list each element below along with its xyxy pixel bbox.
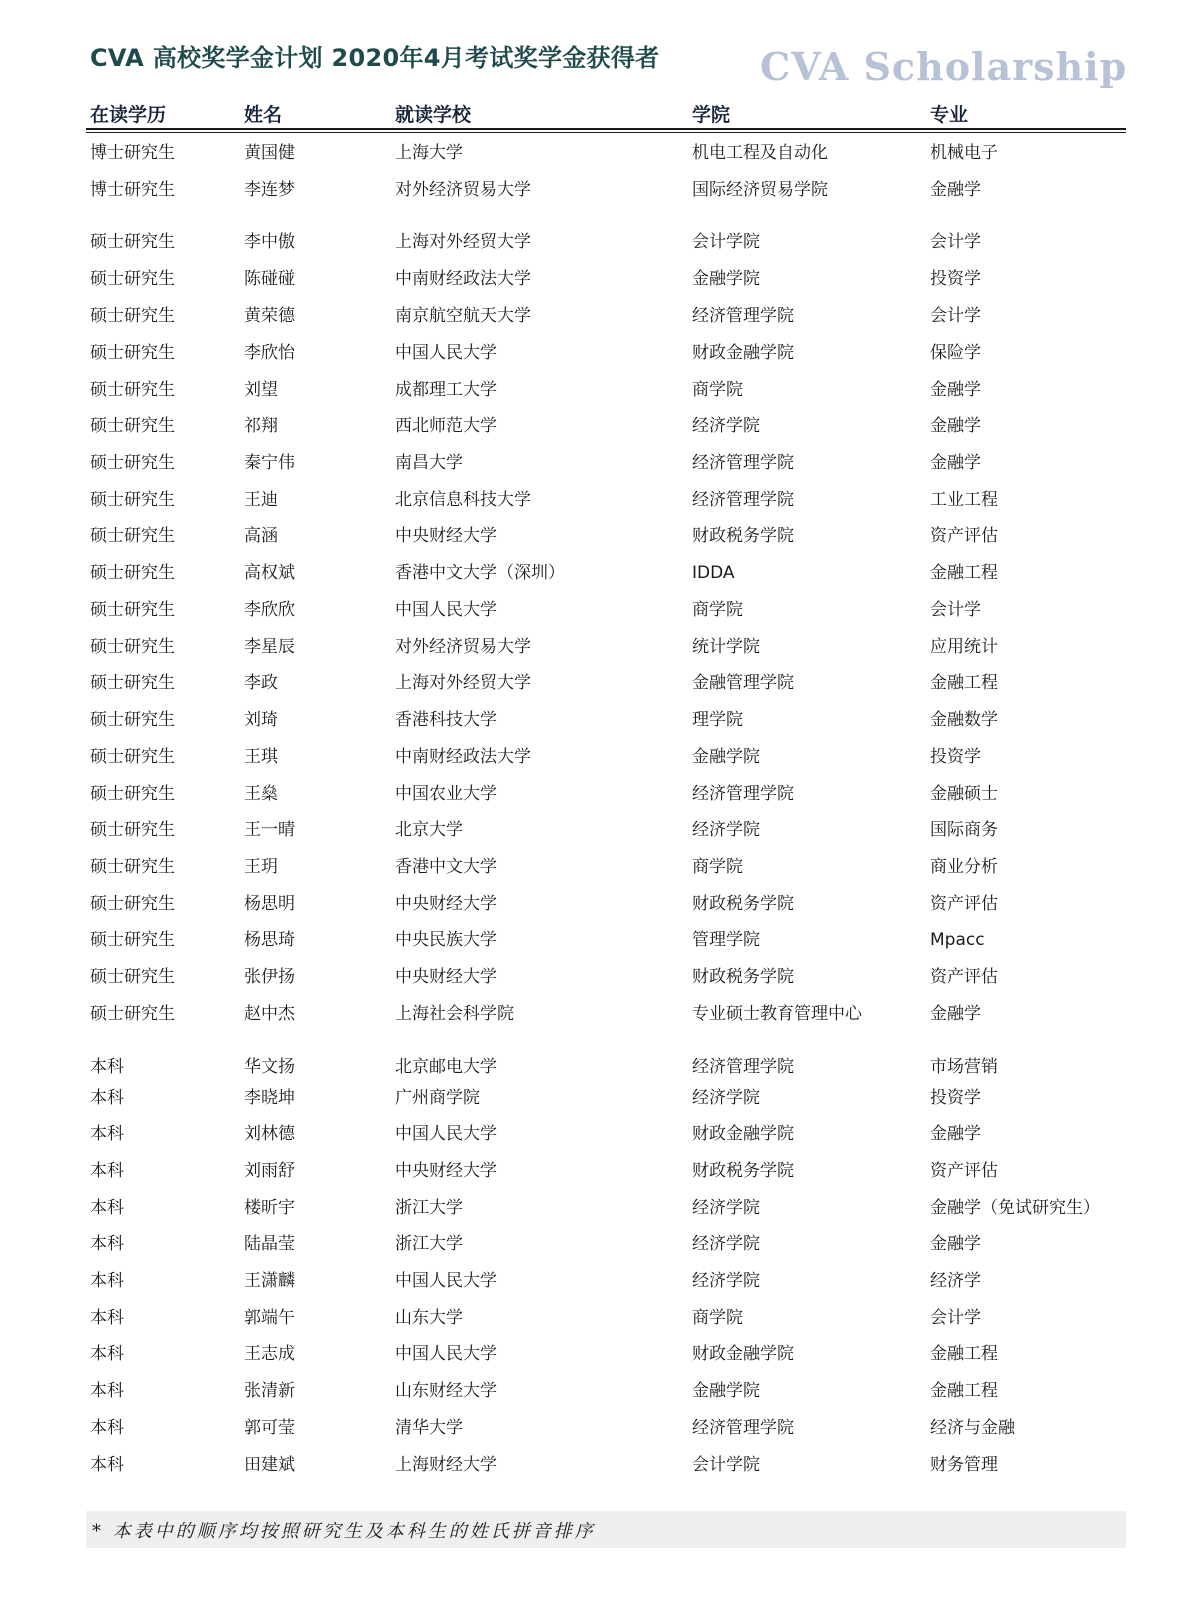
cell-college: 国际经济贸易学院 bbox=[692, 180, 828, 200]
cell-school: 浙江大学 bbox=[395, 1198, 463, 1218]
cell-college: 会计学院 bbox=[692, 232, 760, 252]
cell-school: 中央财经大学 bbox=[395, 894, 497, 914]
cell-major: 金融学 bbox=[930, 416, 981, 436]
cell-college: 机电工程及自动化 bbox=[692, 143, 828, 163]
cell-college: 经济学院 bbox=[692, 1198, 760, 1218]
cell-degree: 硕士研究生 bbox=[90, 600, 175, 620]
cell-name: 王玥 bbox=[244, 857, 278, 877]
table-row bbox=[0, 1159, 1184, 1187]
cell-name: 王一晴 bbox=[244, 820, 295, 840]
cell-school: 成都理工大学 bbox=[395, 380, 497, 400]
cell-degree: 硕士研究生 bbox=[90, 563, 175, 583]
cell-name: 楼昕宇 bbox=[244, 1198, 295, 1218]
cell-major: 会计学 bbox=[930, 1308, 981, 1328]
table-row bbox=[0, 1055, 1184, 1083]
cell-degree: 硕士研究生 bbox=[90, 416, 175, 436]
table-row bbox=[0, 414, 1184, 442]
cell-college: 财政税务学院 bbox=[692, 894, 794, 914]
cell-school: 北京邮电大学 bbox=[395, 1057, 497, 1077]
cell-school: 中国农业大学 bbox=[395, 784, 497, 804]
cell-name: 祁翔 bbox=[244, 416, 278, 436]
table-row bbox=[0, 524, 1184, 552]
cell-major: 资产评估 bbox=[930, 967, 998, 987]
cell-degree: 本科 bbox=[90, 1234, 124, 1254]
cell-major: 会计学 bbox=[930, 600, 981, 620]
cell-college: 经济学院 bbox=[692, 1234, 760, 1254]
cell-degree: 硕士研究生 bbox=[90, 710, 175, 730]
cell-name: 李政 bbox=[244, 673, 278, 693]
cell-school: 中央财经大学 bbox=[395, 526, 497, 546]
cell-name: 田建斌 bbox=[244, 1455, 295, 1475]
table-row bbox=[0, 1122, 1184, 1150]
cell-school: 香港中文大学 bbox=[395, 857, 497, 877]
cell-name: 高权斌 bbox=[244, 563, 295, 583]
cell-college: 商学院 bbox=[692, 857, 743, 877]
cell-name: 郭端午 bbox=[244, 1308, 295, 1328]
cell-name: 郭可莹 bbox=[244, 1418, 295, 1438]
cell-name: 李连梦 bbox=[244, 180, 295, 200]
header-degree: 在读学历 bbox=[90, 104, 167, 126]
header-college: 学院 bbox=[692, 104, 731, 126]
cell-college: 财政金融学院 bbox=[692, 343, 794, 363]
cell-name: 刘林德 bbox=[244, 1124, 295, 1144]
cell-degree: 本科 bbox=[90, 1455, 124, 1475]
cell-major: 金融工程 bbox=[930, 563, 998, 583]
cell-major: 会计学 bbox=[930, 232, 981, 252]
cell-school: 中国人民大学 bbox=[395, 1271, 497, 1291]
cell-college: 金融学院 bbox=[692, 1381, 760, 1401]
cell-major: 国际商务 bbox=[930, 820, 998, 840]
cell-college: 专业硕士教育管理中心 bbox=[692, 1004, 862, 1024]
cell-degree: 本科 bbox=[90, 1161, 124, 1181]
cell-college: 经济管理学院 bbox=[692, 1418, 794, 1438]
table-row bbox=[0, 1086, 1184, 1114]
table-row bbox=[0, 267, 1184, 295]
cell-degree: 硕士研究生 bbox=[90, 857, 175, 877]
cell-college: 金融学院 bbox=[692, 747, 760, 767]
cell-school: 上海对外经贸大学 bbox=[395, 232, 531, 252]
cell-college: 财政税务学院 bbox=[692, 526, 794, 546]
cell-major: 金融工程 bbox=[930, 1381, 998, 1401]
cell-college: 经济管理学院 bbox=[692, 453, 794, 473]
cell-major: 金融学 bbox=[930, 1124, 981, 1144]
cell-degree: 硕士研究生 bbox=[90, 967, 175, 987]
cell-school: 中国人民大学 bbox=[395, 1344, 497, 1364]
table-row bbox=[0, 598, 1184, 626]
cell-degree: 硕士研究生 bbox=[90, 306, 175, 326]
cell-school: 南京航空航天大学 bbox=[395, 306, 531, 326]
table-row bbox=[0, 892, 1184, 920]
cell-school: 中央民族大学 bbox=[395, 930, 497, 950]
cell-major: 资产评估 bbox=[930, 1161, 998, 1181]
table-row bbox=[0, 1269, 1184, 1297]
cell-name: 王琪 bbox=[244, 747, 278, 767]
cell-college: 财政税务学院 bbox=[692, 967, 794, 987]
cell-major: 金融学（免试研究生） bbox=[930, 1198, 1100, 1218]
cell-college: 会计学院 bbox=[692, 1455, 760, 1475]
table-row bbox=[0, 1002, 1184, 1030]
cell-name: 华文扬 bbox=[244, 1057, 295, 1077]
cell-name: 杨思琦 bbox=[244, 930, 295, 950]
cell-major: 资产评估 bbox=[930, 526, 998, 546]
cell-degree: 硕士研究生 bbox=[90, 490, 175, 510]
cell-name: 李星辰 bbox=[244, 637, 295, 657]
cell-major: 金融学 bbox=[930, 1234, 981, 1254]
cell-school: 上海财经大学 bbox=[395, 1455, 497, 1475]
table-row bbox=[0, 378, 1184, 406]
table-row bbox=[0, 671, 1184, 699]
cell-school: 南昌大学 bbox=[395, 453, 463, 473]
cell-major: 商业分析 bbox=[930, 857, 998, 877]
cell-school: 上海对外经贸大学 bbox=[395, 673, 531, 693]
page-title: CVA 高校奖学金计划 2020年4月考试奖学金获得者 bbox=[90, 44, 660, 72]
cell-major: 金融学 bbox=[930, 380, 981, 400]
cell-school: 北京大学 bbox=[395, 820, 463, 840]
cell-school: 上海大学 bbox=[395, 143, 463, 163]
header-rule-thin bbox=[86, 132, 1126, 133]
table-row bbox=[0, 488, 1184, 516]
cell-name: 王迪 bbox=[244, 490, 278, 510]
cell-college: 财政金融学院 bbox=[692, 1124, 794, 1144]
cell-name: 李中傲 bbox=[244, 232, 295, 252]
cell-major: 投资学 bbox=[930, 269, 981, 289]
cell-major: 会计学 bbox=[930, 306, 981, 326]
cell-degree: 硕士研究生 bbox=[90, 747, 175, 767]
header-rule-thick bbox=[86, 128, 1126, 130]
table-row bbox=[0, 782, 1184, 810]
cell-degree: 博士研究生 bbox=[90, 143, 175, 163]
cell-degree: 硕士研究生 bbox=[90, 526, 175, 546]
cell-name: 张伊扬 bbox=[244, 967, 295, 987]
cell-name: 高涵 bbox=[244, 526, 278, 546]
cell-degree: 硕士研究生 bbox=[90, 380, 175, 400]
cell-degree: 硕士研究生 bbox=[90, 784, 175, 804]
table-row bbox=[0, 1453, 1184, 1481]
cell-major: 资产评估 bbox=[930, 894, 998, 914]
cell-school: 中国人民大学 bbox=[395, 1124, 497, 1144]
cell-college: IDDA bbox=[692, 563, 735, 583]
cell-name: 黄国健 bbox=[244, 143, 295, 163]
cell-school: 浙江大学 bbox=[395, 1234, 463, 1254]
cell-school: 广州商学院 bbox=[395, 1088, 480, 1108]
cell-degree: 本科 bbox=[90, 1418, 124, 1438]
cell-school: 对外经济贸易大学 bbox=[395, 637, 531, 657]
table-row bbox=[0, 855, 1184, 883]
cell-college: 经济学院 bbox=[692, 820, 760, 840]
cell-degree: 硕士研究生 bbox=[90, 930, 175, 950]
cell-major: 经济与金融 bbox=[930, 1418, 1015, 1438]
header-major: 专业 bbox=[930, 104, 969, 126]
cell-college: 商学院 bbox=[692, 380, 743, 400]
cell-college: 经济管理学院 bbox=[692, 784, 794, 804]
cell-major: 金融学 bbox=[930, 453, 981, 473]
cell-name: 秦宁伟 bbox=[244, 453, 295, 473]
cva-scholarship-watermark: CVA Scholarship bbox=[760, 44, 1128, 89]
footnote-text: * 本表中的顺序均按照研究生及本科生的姓氏拼音排序 bbox=[92, 1521, 596, 1542]
cell-school: 北京信息科技大学 bbox=[395, 490, 531, 510]
cell-name: 黄荣德 bbox=[244, 306, 295, 326]
cell-name: 刘雨舒 bbox=[244, 1161, 295, 1181]
cell-degree: 硕士研究生 bbox=[90, 637, 175, 657]
table-row bbox=[0, 1232, 1184, 1260]
cell-name: 刘望 bbox=[244, 380, 278, 400]
cell-major: 投资学 bbox=[930, 747, 981, 767]
cell-degree: 硕士研究生 bbox=[90, 453, 175, 473]
cell-school: 对外经济贸易大学 bbox=[395, 180, 531, 200]
cell-college: 金融管理学院 bbox=[692, 673, 794, 693]
cell-college: 经济管理学院 bbox=[692, 490, 794, 510]
cell-degree: 本科 bbox=[90, 1088, 124, 1108]
cell-school: 中国人民大学 bbox=[395, 600, 497, 620]
cell-school: 中央财经大学 bbox=[395, 1161, 497, 1181]
cell-college: 财政税务学院 bbox=[692, 1161, 794, 1181]
table-row bbox=[0, 451, 1184, 479]
cell-school: 西北师范大学 bbox=[395, 416, 497, 436]
cell-major: 金融工程 bbox=[930, 673, 998, 693]
footnote-bar bbox=[86, 1511, 1126, 1548]
cell-college: 经济学院 bbox=[692, 416, 760, 436]
cell-degree: 本科 bbox=[90, 1124, 124, 1144]
cell-degree: 硕士研究生 bbox=[90, 343, 175, 363]
cell-college: 财政金融学院 bbox=[692, 1344, 794, 1364]
table-row bbox=[0, 341, 1184, 369]
cell-degree: 本科 bbox=[90, 1057, 124, 1077]
cell-name: 王志成 bbox=[244, 1344, 295, 1364]
cell-college: 经济学院 bbox=[692, 1088, 760, 1108]
table-row bbox=[0, 1379, 1184, 1407]
table-row bbox=[0, 818, 1184, 846]
cell-degree: 本科 bbox=[90, 1344, 124, 1364]
table-row bbox=[0, 141, 1184, 169]
cell-degree: 硕士研究生 bbox=[90, 673, 175, 693]
cell-college: 商学院 bbox=[692, 600, 743, 620]
table-row bbox=[0, 1196, 1184, 1224]
cell-name: 刘琦 bbox=[244, 710, 278, 730]
cell-major: 机械电子 bbox=[930, 143, 998, 163]
cell-college: 金融学院 bbox=[692, 269, 760, 289]
cell-name: 陈碰碰 bbox=[244, 269, 295, 289]
cell-major: 经济学 bbox=[930, 1271, 981, 1291]
cell-major: 金融学 bbox=[930, 180, 981, 200]
cell-name: 杨思明 bbox=[244, 894, 295, 914]
cell-degree: 硕士研究生 bbox=[90, 232, 175, 252]
cell-name: 王燊 bbox=[244, 784, 278, 804]
cell-major: 投资学 bbox=[930, 1088, 981, 1108]
cell-college: 管理学院 bbox=[692, 930, 760, 950]
cell-major: 金融硕士 bbox=[930, 784, 998, 804]
cell-school: 山东财经大学 bbox=[395, 1381, 497, 1401]
table-row bbox=[0, 561, 1184, 589]
table-row bbox=[0, 965, 1184, 993]
header-school: 就读学校 bbox=[395, 104, 472, 126]
cell-college: 经济学院 bbox=[692, 1271, 760, 1291]
cell-degree: 本科 bbox=[90, 1381, 124, 1401]
cell-college: 统计学院 bbox=[692, 637, 760, 657]
cell-major: 保险学 bbox=[930, 343, 981, 363]
table-row bbox=[0, 304, 1184, 332]
cell-school: 香港科技大学 bbox=[395, 710, 497, 730]
cell-college: 经济管理学院 bbox=[692, 1057, 794, 1077]
table-row bbox=[0, 708, 1184, 736]
table-row bbox=[0, 178, 1184, 206]
cell-major: 金融数学 bbox=[930, 710, 998, 730]
table-row bbox=[0, 1342, 1184, 1370]
table-header bbox=[0, 100, 1184, 126]
cell-school: 中央财经大学 bbox=[395, 967, 497, 987]
cell-school: 上海社会科学院 bbox=[395, 1004, 514, 1024]
cell-major: 金融学 bbox=[930, 1004, 981, 1024]
header-name: 姓名 bbox=[244, 104, 283, 126]
cell-degree: 硕士研究生 bbox=[90, 820, 175, 840]
cell-name: 张清新 bbox=[244, 1381, 295, 1401]
cell-major: 应用统计 bbox=[930, 637, 998, 657]
table-row bbox=[0, 928, 1184, 956]
cell-degree: 本科 bbox=[90, 1271, 124, 1291]
cell-name: 陆晶莹 bbox=[244, 1234, 295, 1254]
cell-name: 李欣怡 bbox=[244, 343, 295, 363]
cell-degree: 本科 bbox=[90, 1198, 124, 1218]
cell-school: 山东大学 bbox=[395, 1308, 463, 1328]
cell-name: 赵中杰 bbox=[244, 1004, 295, 1024]
cell-name: 李欣欣 bbox=[244, 600, 295, 620]
cell-college: 理学院 bbox=[692, 710, 743, 730]
cell-degree: 硕士研究生 bbox=[90, 1004, 175, 1024]
cell-college: 经济管理学院 bbox=[692, 306, 794, 326]
cell-degree: 本科 bbox=[90, 1308, 124, 1328]
cell-college: 商学院 bbox=[692, 1308, 743, 1328]
cell-major: 市场营销 bbox=[930, 1057, 998, 1077]
table-row bbox=[0, 745, 1184, 773]
cell-major: 金融工程 bbox=[930, 1344, 998, 1364]
cell-name: 王潇麟 bbox=[244, 1271, 295, 1291]
cell-name: 李晓坤 bbox=[244, 1088, 295, 1108]
table-row bbox=[0, 635, 1184, 663]
cell-school: 中国人民大学 bbox=[395, 343, 497, 363]
cell-school: 中南财经政法大学 bbox=[395, 747, 531, 767]
table-row bbox=[0, 1416, 1184, 1444]
cell-degree: 硕士研究生 bbox=[90, 894, 175, 914]
cell-school: 中南财经政法大学 bbox=[395, 269, 531, 289]
cell-school: 香港中文大学（深圳） bbox=[395, 563, 565, 583]
cell-major: 财务管理 bbox=[930, 1455, 998, 1475]
cell-major: 工业工程 bbox=[930, 490, 998, 510]
cell-major: Mpacc bbox=[930, 930, 985, 950]
cell-degree: 博士研究生 bbox=[90, 180, 175, 200]
table-row bbox=[0, 230, 1184, 258]
cell-degree: 硕士研究生 bbox=[90, 269, 175, 289]
cell-school: 清华大学 bbox=[395, 1418, 463, 1438]
table-row bbox=[0, 1306, 1184, 1334]
